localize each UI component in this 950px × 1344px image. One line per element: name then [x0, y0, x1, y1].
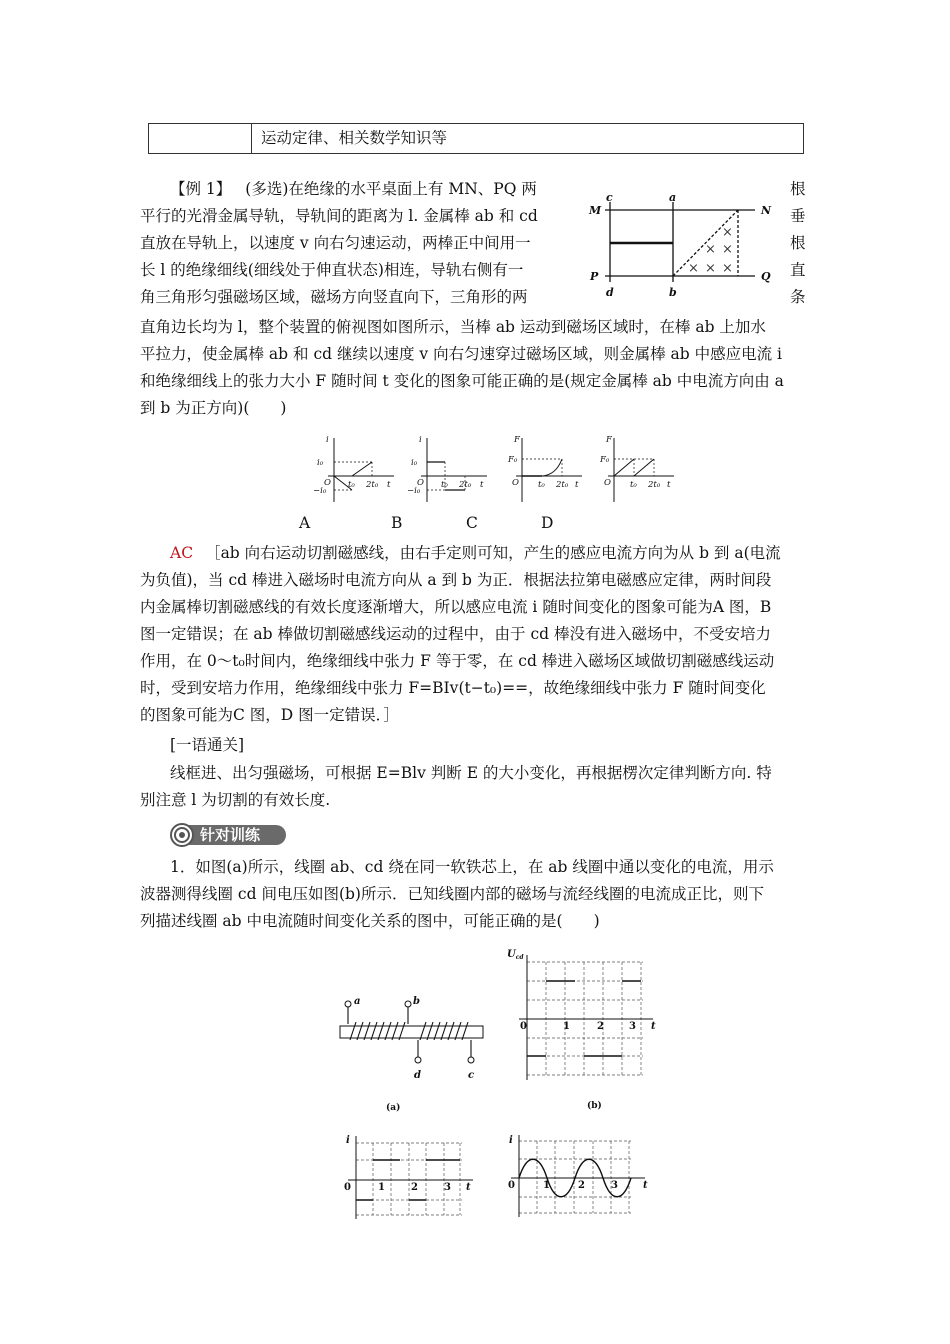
answer-line-4: 图一定错误；在 ab 棒做切割磁感线运动的过程中，由于 cd 棒没有进入磁场中，不受安培力: [140, 625, 771, 643]
option-a-top: i₀: [317, 458, 324, 468]
option-b-letter: B: [391, 514, 403, 532]
terminal-d: [415, 1057, 421, 1063]
right-char-3: 根: [790, 234, 806, 252]
example-text-1: 在绝缘的水平桌面上有 MN、PQ 两: [288, 180, 537, 198]
option-a-bottom: −i₀: [313, 486, 327, 496]
ucd-t-label: t: [651, 1021, 656, 1032]
square-origin: 0: [344, 1182, 351, 1193]
option-c-o: O: [512, 478, 519, 488]
example-line-5: 角三角形匀强磁场区域，磁场方向竖直向下，三角形的两: [140, 288, 528, 306]
option-b-t0: t₀: [441, 480, 448, 490]
option-c-letter: C: [466, 514, 478, 532]
example-line-2: 平行的光滑金属导轨，导轨间的距离为 l. 金属棒 ab 和 cd: [140, 207, 538, 225]
field-x-mark: ×: [722, 225, 733, 240]
option-d-y: F: [606, 435, 612, 445]
training-badge-label: 针对训练: [200, 826, 261, 844]
option-a-letter: A: [299, 514, 311, 532]
tip-line-2: 别注意 l 为切割的有效长度.: [140, 791, 331, 809]
table-row: [148, 123, 804, 154]
label-d: d: [606, 286, 614, 299]
option-b-o: O: [417, 478, 424, 488]
option-d-t0: t₀: [630, 480, 637, 490]
option-b-top: i₀: [411, 458, 418, 468]
field-x-mark: ×: [722, 242, 733, 257]
answer-line-1: [170, 540, 781, 567]
sine-tick-1: 1: [543, 1180, 550, 1191]
ucd-tick-2: 2: [597, 1021, 604, 1032]
square-t-label: t: [466, 1182, 471, 1193]
option-c-t0: t₀: [538, 480, 545, 490]
current-sine-graph: [505, 1133, 655, 1223]
option-b-y: i: [419, 435, 422, 445]
option-d-letter: D: [541, 514, 554, 532]
sine-y-label: i: [509, 1135, 513, 1146]
option-a-y: i: [326, 435, 329, 445]
table-cell-text: 运动定律、相关数学知识等: [261, 129, 448, 147]
label-terminal-b: b: [413, 996, 420, 1007]
example-line-9: 到 b 为正方向)( ): [140, 399, 287, 417]
square-tick-3: 3: [444, 1182, 451, 1193]
right-char-4: 直: [790, 261, 806, 279]
option-c-t: t: [575, 480, 579, 490]
field-x-mark: ×: [705, 242, 716, 257]
right-char-2: 垂: [790, 207, 806, 225]
right-char-5: 条: [790, 288, 806, 306]
answer-line-3: 内金属棒切割磁感线的有效长度逐渐增大，所以感应电流 i 随时间变化的图象可能为A 图，B: [140, 598, 772, 616]
q1-line-1: 1．如图(a)所示，线圈 ab、cd 绕在同一软铁芯上，在 ab 线圈中通以变化的电流，用示: [170, 858, 774, 876]
field-x-mark: ×: [688, 261, 699, 276]
answer-key: AC: [170, 544, 194, 562]
field-x-mark: ×: [705, 261, 716, 276]
option-c-graph: [507, 435, 582, 502]
field-x-mark: ×: [722, 261, 733, 276]
label-p: P: [590, 270, 599, 283]
ucd-y-label: $U_{cd}$: [507, 949, 524, 961]
ucd-graph: [505, 945, 665, 1115]
answer-text-1: ［ab 向右运动切割磁感线，由右手定则可知，产生的感应电流方向为从 b 到 a(电流: [205, 544, 781, 562]
caption-a: (a): [386, 1103, 401, 1113]
sine-tick-3: 3: [611, 1180, 618, 1191]
coil-figure: [330, 990, 490, 1115]
answer-line-6: 时，受到安培力作用，绝缘细线中张力 F=BIv(t−t₀)==，故绝缘细线中张力 F 随时间变化: [140, 679, 766, 697]
label-c: c: [606, 191, 613, 204]
option-d-graph: [599, 435, 674, 502]
right-char-1: 根: [790, 180, 806, 198]
tip-line-1: 线框进、出匀强磁场，可根据 E=Blv 判断 E 的大小变化，再根据楞次定律判断方向. 特: [170, 764, 772, 782]
ucd-tick-3: 3: [629, 1021, 636, 1032]
example-line-8: 和绝缘细线上的张力大小 F 随时间 t 变化的图象可能正确的是(规定金属棒 ab 中电流方向由 a: [140, 372, 784, 390]
sine-origin: 0: [508, 1180, 515, 1191]
label-q: Q: [761, 270, 771, 283]
label-terminal-c: c: [468, 1070, 475, 1081]
label-a: a: [669, 191, 677, 204]
label-terminal-a: a: [354, 996, 361, 1007]
square-tick-2: 2: [411, 1182, 418, 1193]
tip-title: [一语通关]: [170, 736, 245, 754]
table-cell-empty: [149, 124, 252, 153]
label-m: M: [589, 204, 602, 217]
terminal-a: [345, 1001, 351, 1007]
ucd-origin: 0: [520, 1021, 527, 1032]
option-b-t: t: [480, 480, 484, 490]
option-a-t: t: [387, 480, 391, 490]
q1-line-3: 列描述线圈 ab 中电流随时间变化关系的图中，可能正确的是( ): [140, 912, 600, 930]
option-b-graph: [407, 435, 487, 502]
example-line-3: 直放在导轨上，以速度 v 向右匀速运动，两棒正中间用一: [140, 234, 531, 252]
label-b: b: [669, 286, 677, 299]
caption-b: (b): [587, 1101, 602, 1111]
example-line-6: 直角边长均为 l，整个装置的俯视图如图所示，当棒 ab 运动到磁场区域时，在棒 ab 上加水: [140, 318, 766, 336]
terminal-b: [405, 1001, 411, 1007]
option-d-t2: 2t₀: [648, 480, 661, 490]
option-d-o: O: [604, 478, 611, 488]
option-b-bottom: −i₀: [407, 486, 421, 496]
option-d-t: t: [667, 480, 671, 490]
training-badge: [170, 822, 288, 848]
rail-setup-figure: [585, 190, 780, 302]
option-c-t2: 2t₀: [556, 480, 569, 490]
option-a-t0: t₀: [348, 480, 355, 490]
example-line-4: 长 l 的绝缘细线(细线处于伸直状态)相连，导轨右侧有一: [140, 261, 524, 279]
option-d-top: F₀: [600, 455, 610, 465]
square-tick-1: 1: [378, 1182, 385, 1193]
option-b-t2: 2t₀: [459, 480, 472, 490]
answer-line-5: 作用，在 0～t₀时间内，绝缘细线中张力 F 等于零，在 cd 棒进入磁场区域做切割磁感线运动: [140, 652, 775, 670]
example-tag: 【例 1】: [170, 180, 232, 198]
example-line-7: 平拉力，使金属棒 ab 和 cd 继续以速度 v 向右匀速穿过磁场区域，则金属棒 ab 中感应电流 i: [140, 345, 782, 363]
ucd-tick-1: 1: [563, 1021, 570, 1032]
q1-line-2: 波器测得线圈 cd 间电压如图(b)所示．已知线圈内部的磁场与流经线圈的电流成正比，则下: [140, 885, 764, 903]
terminal-c: [468, 1057, 474, 1063]
option-a-o: O: [324, 478, 331, 488]
square-y-label: i: [346, 1135, 350, 1146]
option-a-t2: 2t₀: [366, 480, 379, 490]
example-line-1: [170, 176, 537, 203]
sine-tick-2: 2: [578, 1180, 585, 1191]
option-c-y: F: [514, 435, 520, 445]
label-n: N: [761, 204, 772, 217]
answer-line-2: 为负值)，当 cd 棒进入磁场时电流方向从 a 到 b 为正．根据法拉第电磁感应定律，两时间段: [140, 571, 772, 589]
example-type: (多选): [245, 180, 289, 198]
option-c-top: F₀: [508, 455, 518, 465]
label-terminal-d: d: [414, 1070, 421, 1081]
answer-line-7: 的图象可能为C 图，D 图一定错误．］: [140, 706, 399, 724]
sine-t-label: t: [643, 1180, 648, 1191]
current-square-graph: [340, 1133, 480, 1223]
option-graphs: [312, 432, 697, 507]
option-a-graph: [313, 435, 394, 502]
